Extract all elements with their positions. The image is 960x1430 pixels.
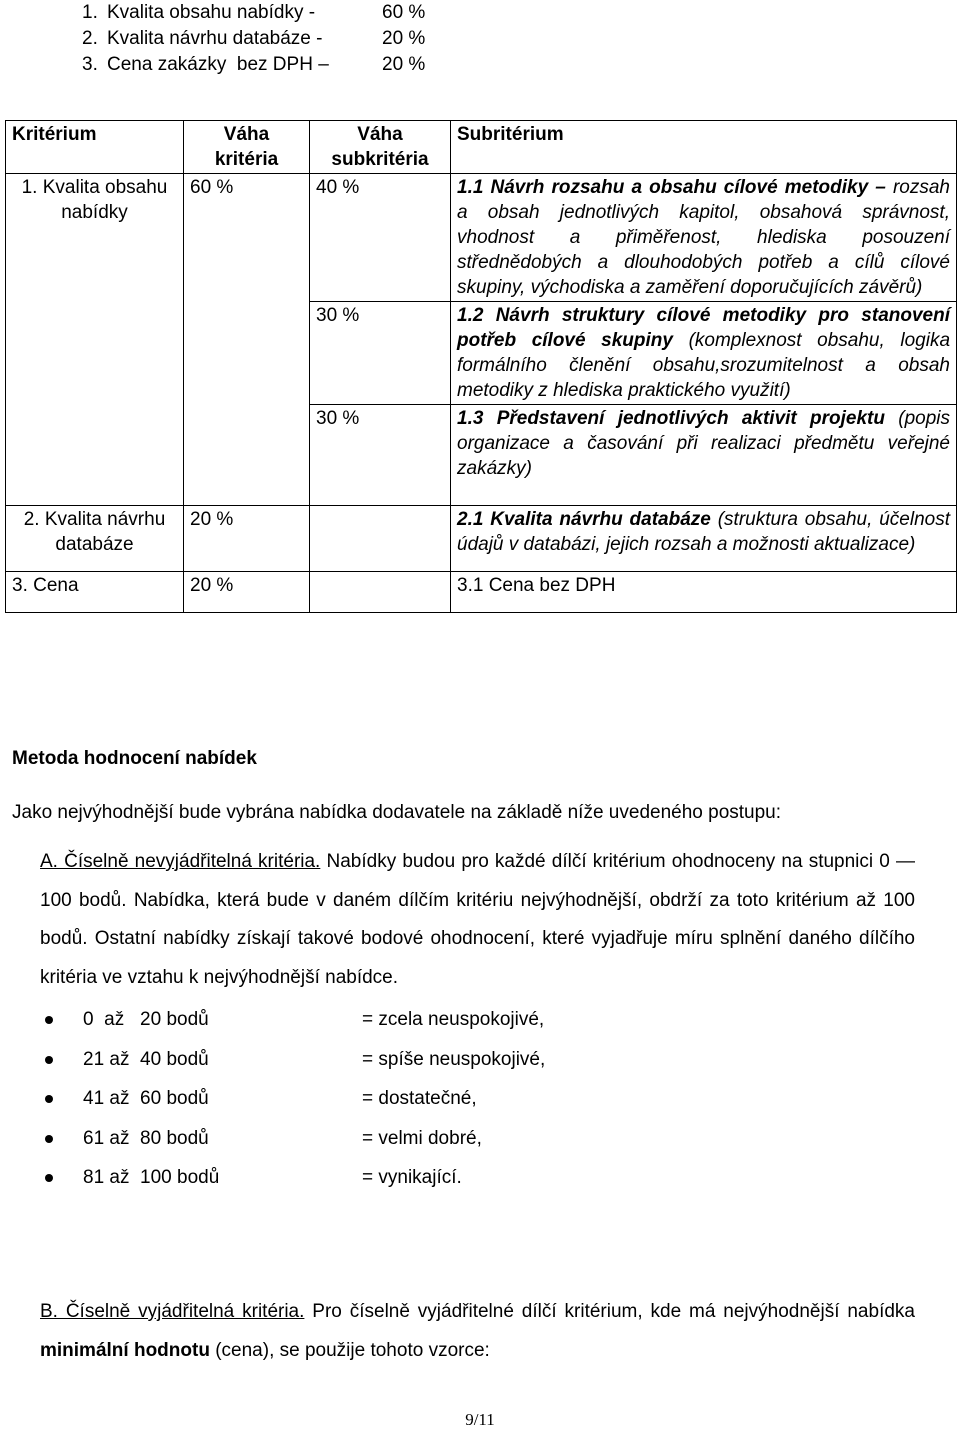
summary-name: Kvalita obsahu nabídky - xyxy=(107,2,316,23)
subcriterion-cell xyxy=(451,302,957,405)
points-range: 81 až 100 bodů xyxy=(83,1167,220,1188)
summary-pct: 20 % xyxy=(382,54,426,75)
criterion-cell: 2. Kvalita návrhu databáze xyxy=(6,506,184,572)
weight-cell: 60 % xyxy=(184,174,310,506)
criterion-cell: 1. Kvalita obsahu nabídky xyxy=(6,174,184,506)
points-evaluation: = spíše neuspokojivé, xyxy=(362,1048,546,1070)
summary-name: Cena zakázky bez DPH – xyxy=(107,54,329,75)
weight-cell: 20 % xyxy=(184,506,310,572)
section-b-bold: minimální hodnotu xyxy=(40,1339,210,1361)
bullet-icon xyxy=(45,1016,53,1024)
summary-item xyxy=(82,26,425,52)
sub-dash: – xyxy=(868,177,886,198)
subcriterion-cell xyxy=(451,405,957,506)
sub-text: (popis organizace a časování při realizaci předmětu veřejné zakázky) xyxy=(457,408,950,479)
table-header-row xyxy=(6,121,957,174)
section-a-text: Nabídky budou pro každé dílčí kritérium ohodnoceny na stupnici 0 — 100 bodů. Nabídka, která bude v daném dílčím kritériu nejvýhodnější, obdrží za toto kritérium až 100 bodů. Ostatní nabídky získají takové bodové ohodnocení, které vyjadřuje míru splnění daného dílčího kritéria ve vztahu k nejvýhodnější nabídce. xyxy=(40,851,915,988)
bullet-icon xyxy=(45,1174,53,1182)
bullet-icon xyxy=(45,1095,53,1103)
bullet-icon xyxy=(45,1135,53,1143)
points-evaluation: = zcela neuspokojivé, xyxy=(362,1009,545,1030)
header-weight-criterion: Váha kritéria xyxy=(184,121,310,174)
sub-weight-cell xyxy=(310,506,451,572)
sub-weight-cell xyxy=(310,572,451,613)
section-a-paragraph xyxy=(40,843,915,997)
section-b-text-end: (cena), se použije tohoto vzorce: xyxy=(209,1339,490,1361)
points-evaluation: = dostatečné, xyxy=(362,1088,477,1109)
header-subcriterion: Subritérium xyxy=(451,121,957,174)
points-range: 21 až 40 bodů xyxy=(83,1048,209,1070)
criterion-cell: 3. Cena xyxy=(6,572,184,613)
table-row xyxy=(6,572,957,613)
intro-text: Jako nejvýhodnější bude vybrána nabídka dodavatele na základě níže uvedeného postupu: xyxy=(12,802,782,823)
criteria-table xyxy=(5,120,957,613)
points-evaluation: = vynikající. xyxy=(362,1167,462,1188)
summary-num: 1. xyxy=(82,2,98,23)
subcriterion-cell xyxy=(451,174,957,302)
sub-weight-cell: 30 % xyxy=(310,302,451,405)
sub-title: 1.1 Návrh rozsahu a obsahu cílové metodiky xyxy=(457,177,869,198)
page-number: 9/11 xyxy=(465,1410,495,1429)
points-range: 41 až 60 bodů xyxy=(83,1088,209,1109)
points-evaluation: = velmi dobré, xyxy=(362,1127,482,1149)
header-criterion: Kritérium xyxy=(6,121,184,174)
section-title: Metoda hodnocení nabídek xyxy=(12,748,257,769)
sub-text: (struktura obsahu, účelnost údajů v databázi, jejich rozsah a možnosti aktualizace) xyxy=(457,509,951,555)
summary-pct: 20 % xyxy=(382,28,426,49)
weight-cell: 20 % xyxy=(184,572,310,613)
summary-num: 2. xyxy=(82,28,98,49)
sub-title: 1.3 Představení jednotlivých aktivit projektu xyxy=(457,408,885,429)
summary-name: Kvalita návrhu databáze - xyxy=(107,28,323,49)
sub-title: 2.1 Kvalita návrhu databáze xyxy=(457,509,711,530)
section-b-text: Pro číselně vyjádřitelné dílčí kritérium, kde má nejvýhodnější nabídka xyxy=(304,1301,915,1322)
summary-num: 3. xyxy=(82,54,98,75)
table-row xyxy=(6,174,957,302)
section-b-label: B. Číselně vyjádřitelná kritéria. xyxy=(40,1301,305,1322)
summary-item xyxy=(82,0,425,26)
sub-title: 1.2 Návrh struktury cílové metodiky pro stanovení potřeb cílové skupiny xyxy=(457,305,950,351)
subcriterion-cell: 3.1 Cena bez DPH xyxy=(451,572,957,613)
header-weight-subcriterion: Váha subkritéria xyxy=(310,121,451,174)
table-row xyxy=(6,506,957,572)
section-a-label: A. Číselně nevyjádřitelná kritéria. xyxy=(40,851,321,872)
summary-pct: 60 % xyxy=(382,2,426,23)
points-range: 0 až 20 bodů xyxy=(83,1009,209,1030)
section-b-paragraph xyxy=(40,1293,915,1370)
sub-text: rozsah a obsah jednotlivých kapitol, obsahová správnost, vhodnost a přiměřenost, hlediska posouzení střednědobých a dlouhodobých potřeb a cílů cílové skupiny, východiska a zaměření doporučujících závěrů) xyxy=(457,177,950,298)
summary-item xyxy=(82,52,425,78)
sub-weight-cell: 30 % xyxy=(310,405,451,506)
sub-text: (komplexnost obsahu, logika formálního členění obsahu,srozumitelnost a obsah metodiky z hlediska praktického využití) xyxy=(457,330,951,401)
bullet-icon xyxy=(45,1056,53,1064)
sub-weight-cell: 40 % xyxy=(310,174,451,302)
criteria-summary-list xyxy=(82,0,425,78)
subcriterion-cell xyxy=(451,506,957,572)
points-range: 61 až 80 bodů xyxy=(83,1127,209,1149)
